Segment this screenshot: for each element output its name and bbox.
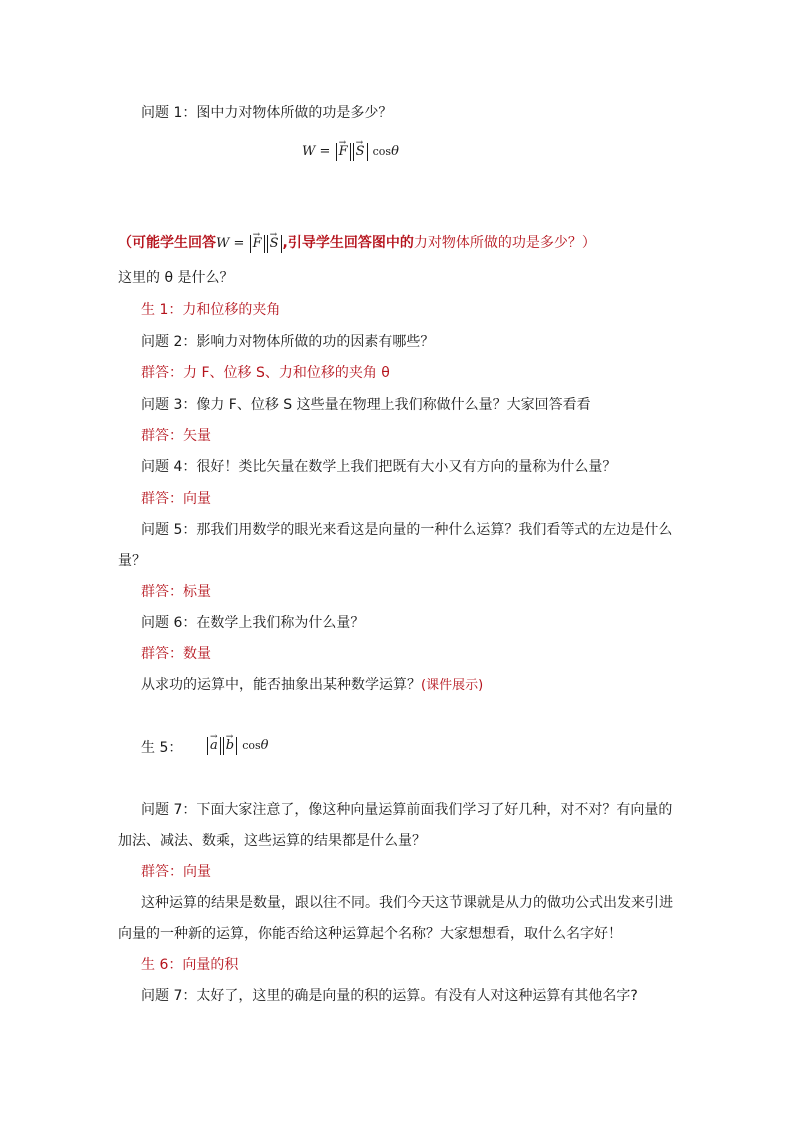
formula-abs-a — [207, 737, 221, 755]
derive-text: 从求功的运算中，能否抽象出某种数学运算？ — [141, 677, 421, 693]
work-formula — [302, 141, 399, 163]
paragraph-line-2: 向量的一种新的运算，你能否给这种运算起个名称？大家想想看，取什么名字好！ — [118, 926, 622, 942]
derive-question — [141, 675, 483, 696]
formula-abs-f — [336, 143, 351, 161]
paragraph-line-1: 这种运算的结果是数量，跟以往不同。我们今天这节课就是从力的做功公式出发来引进 — [141, 895, 673, 911]
hint-formula — [216, 236, 283, 251]
hint-s: → S — [270, 235, 279, 253]
formula-cos-2: cos — [242, 739, 261, 752]
formula-b: → b — [226, 737, 234, 755]
student-5-label: 生 5： — [141, 740, 183, 756]
question-3: 问题 3：像力 F、位移 S 这些量在物理上我们称做什么量？大家回答看看 — [141, 397, 591, 413]
group-answer-4: 群答：向量 — [141, 491, 211, 507]
hint-f: → F — [253, 235, 262, 253]
question-5-line-2: 量？ — [118, 553, 146, 569]
group-answer-3: 群答：矢量 — [141, 428, 211, 444]
group-answer-2: 群答：力 F、位移 S、力和位移的夹角 θ — [141, 365, 390, 381]
formula-abs-b — [223, 737, 237, 755]
formula-theta: θ — [391, 144, 399, 159]
hint-equals: = — [233, 236, 245, 251]
group-answer-5: 群答：标量 — [141, 584, 211, 600]
hint-plain: 力对物体所做的功是多少？） — [413, 235, 596, 251]
group-answer-6: 群答：数量 — [141, 646, 211, 662]
question-5-line-1: 问题 5：那我们用数学的眼光来看这是向量的一种什么运算？我们看等式的左边是什么 — [141, 522, 673, 538]
student-1-answer: 生 1：力和位移的夹角 — [141, 302, 281, 318]
hint-open: （可能学生回答 — [118, 235, 216, 251]
theta-question: 这里的 θ 是什么？ — [118, 270, 234, 286]
question-7-line-2: 加法、减法、数乘，这些运算的结果都是什么量？ — [118, 833, 426, 849]
question-6: 问题 6：在数学上我们称为什么量？ — [141, 615, 365, 631]
question-4: 问题 4：很好！类比矢量在数学上我们把既有大小又有方向的量称为什么量？ — [141, 459, 617, 475]
formula-cos: cos — [372, 145, 392, 158]
formula-s: → S — [356, 143, 365, 161]
question-7-line-1: 问题 7：下面大家注意了，像这种向量运算前面我们学习了好几种，对不对？有向量的 — [141, 802, 673, 818]
courseware-note: (课件展示) — [421, 678, 484, 693]
dot-product-formula — [206, 735, 269, 757]
hint-mid: ,引导学生回答图中的 — [282, 235, 414, 251]
formula-theta-2: θ — [260, 738, 269, 753]
formula-f: → F — [339, 143, 348, 161]
group-answer-7: 群答：向量 — [141, 864, 211, 880]
question-2: 问题 2：影响力对物体所做的功的因素有哪些？ — [141, 334, 435, 350]
formula-w: W — [302, 144, 316, 159]
formula-a: → a — [210, 737, 218, 755]
hint-abs-s — [267, 235, 282, 253]
formula-abs-s — [353, 143, 368, 161]
student-6-answer: 生 6：向量的积 — [141, 957, 239, 973]
hint-line — [118, 233, 596, 255]
hint-w: W — [216, 236, 230, 251]
question-8: 问题 7：太好了，这里的确是向量的积的运算。有没有人对这种运算有其他名字? — [141, 988, 638, 1004]
formula-equals: = — [319, 144, 331, 159]
question-1: 问题 1：图中力对物体所做的功是多少？ — [141, 105, 393, 121]
hint-abs-f — [250, 235, 265, 253]
